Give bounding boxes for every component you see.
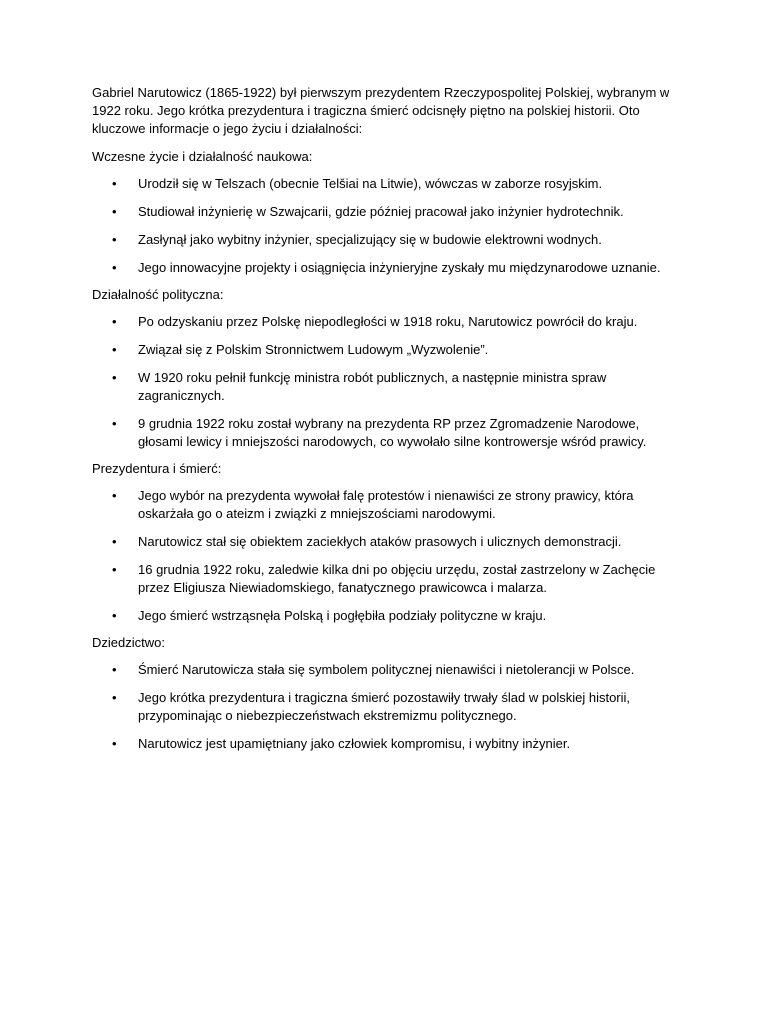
- list-item: [92, 561, 684, 597]
- list-item: [92, 661, 684, 679]
- list-item: [92, 415, 684, 451]
- intro-paragraph: Gabriel Narutowicz (1865-1922) był pierwszym prezydentem Rzeczypospolitej Polskiej, wybranym w 1922 roku. Jego krótka prezydentura i tragiczna śmierć odcisnęły piętno na polskiej historii. Oto kluczowe informacje o jego życiu i działalności:: [92, 85, 670, 136]
- bullet-icon: •: [112, 370, 117, 385]
- list-item: [92, 313, 684, 331]
- list-item: [92, 533, 684, 551]
- bullet-icon: •: [112, 314, 117, 329]
- bullet-icon: •: [112, 662, 117, 677]
- bullet-icon: •: [112, 690, 117, 705]
- list-item-text: 9 grudnia 1922 roku został wybrany na prezydenta RP przez Zgromadzenie Narodowe, głosami lewicy i mniejszości narodowych, co wywołało silne kontrowersje wśród prawicy.: [138, 416, 647, 449]
- list-item: [92, 259, 684, 277]
- bullet-icon: •: [112, 416, 117, 431]
- section-heading: Dziedzictwo:: [92, 635, 165, 650]
- bullet-list: [92, 661, 676, 753]
- bullet-icon: •: [112, 736, 117, 751]
- list-item-text: Po odzyskaniu przez Polskę niepodległości w 1918 roku, Narutowicz powrócił do kraju.: [138, 314, 638, 329]
- bullet-icon: •: [112, 488, 117, 503]
- list-item-text: Narutowicz jest upamiętniany jako człowiek kompromisu, i wybitny inżynier.: [138, 736, 571, 751]
- list-item-text: Jego krótka prezydentura i tragiczna śmierć pozostawiły trwały ślad w polskiej historii, przypominając o niebezpieczeństwach ekstremizmu politycznego.: [138, 690, 631, 723]
- bullet-list: [92, 175, 676, 277]
- section-heading: Wczesne życie i działalność naukowa:: [92, 149, 313, 164]
- bullet-icon: •: [112, 342, 117, 357]
- section-heading: Prezydentura i śmierć:: [92, 461, 222, 476]
- bullet-icon: •: [112, 176, 117, 191]
- list-item: [92, 369, 684, 405]
- list-item-text: Studiował inżynierię w Szwajcarii, gdzie później pracował jako inżynier hydrotechnik.: [138, 204, 624, 219]
- list-item-text: Śmierć Narutowicza stała się symbolem politycznej nienawiści i nietolerancji w Polsce.: [138, 662, 635, 677]
- list-item-text: Jego wybór na prezydenta wywołał falę protestów i nienawiści ze strony prawicy, która oskarżała go o ateizm i związki z mniejszościami narodowymi.: [138, 488, 634, 521]
- section-early-life: [92, 148, 676, 277]
- bullet-icon: •: [112, 204, 117, 219]
- list-item-text: Jego innowacyjne projekty i osiągnięcia inżynieryjne zyskały mu międzynarodowe uznanie.: [138, 260, 661, 275]
- list-item: [92, 487, 684, 523]
- section-legacy: [92, 634, 676, 753]
- list-item: [92, 607, 684, 625]
- list-item-text: Narutowicz stał się obiektem zaciekłych ataków prasowych i ulicznych demonstracji.: [138, 534, 622, 549]
- list-item-text: Urodził się w Telszach (obecnie Telšiai na Litwie), wówczas w zaborze rosyjskim.: [138, 176, 603, 191]
- list-item: [92, 341, 684, 359]
- list-item-text: 16 grudnia 1922 roku, zaledwie kilka dni po objęciu urzędu, został zastrzelony w Zachęcie przez Eligiusza Niewiadomskiego, fanatycznego prawicowca i malarza.: [138, 562, 656, 595]
- bullet-icon: •: [112, 534, 117, 549]
- list-item: [92, 231, 684, 249]
- bullet-list: [92, 487, 676, 625]
- list-item-text: Zasłynął jako wybitny inżynier, specjalizujący się w budowie elektrowni wodnych.: [138, 232, 602, 247]
- section-heading: Działalność polityczna:: [92, 287, 224, 302]
- list-item-text: Jego śmierć wstrząsnęła Polską i pogłębiła podziały polityczne w kraju.: [138, 608, 547, 623]
- bullet-icon: •: [112, 562, 117, 577]
- section-political-activity: [92, 286, 676, 451]
- list-item-text: Związał się z Polskim Stronnictwem Ludowym „Wyzwolenie”.: [138, 342, 489, 357]
- list-item-text: W 1920 roku pełnił funkcję ministra robót publicznych, a następnie ministra spraw zagranicznych.: [138, 370, 607, 403]
- bullet-icon: •: [112, 260, 117, 275]
- bullet-icon: •: [112, 608, 117, 623]
- list-item: [92, 735, 684, 753]
- list-item: [92, 203, 684, 221]
- bullet-icon: •: [112, 232, 117, 247]
- list-item: [92, 175, 684, 193]
- list-item: [92, 689, 684, 725]
- bullet-list: [92, 313, 676, 451]
- section-presidency-death: [92, 460, 676, 625]
